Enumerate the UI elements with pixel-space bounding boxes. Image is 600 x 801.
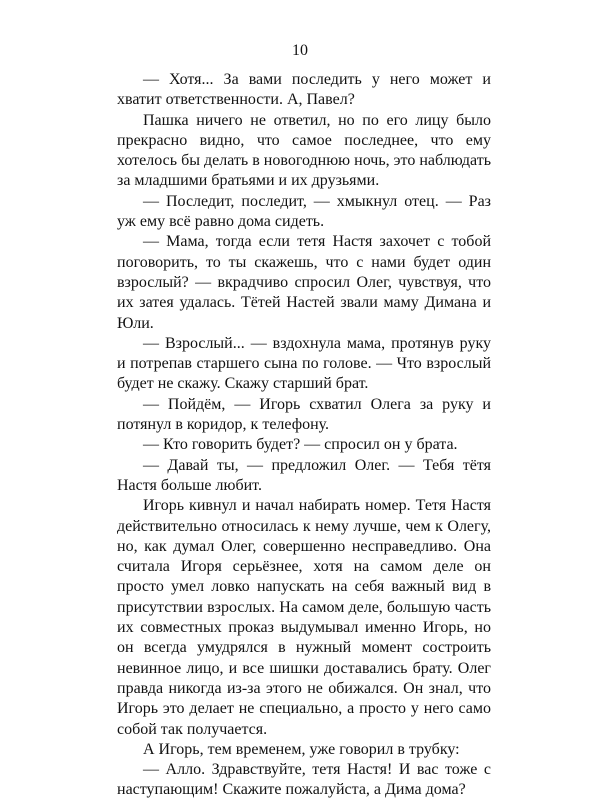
page-number: 10 — [292, 42, 308, 59]
paragraph: А Игорь, тем временем, уже говорил в трубку: — [143, 740, 460, 758]
paragraph: — Взрослый... — вздохнула мама, протянув руку и потрепав старшего сына по голове. — Что взрослый будет не скажу. Скажу старший брат. — [117, 334, 491, 393]
paragraph: — Давай ты, — предложил Олег. — Тебя тётя Настя больше любит. — [117, 456, 491, 494]
paragraph: — Пойдём, — Игорь схватил Олега за руку и потянул в коридор, к телефону. — [117, 395, 491, 434]
paragraph: Пашка ничего не ответил, но по его лицу было прекрасно видно, что самое последнее, что ему хотелось бы делать в новогоднюю ночь, это наблюдать за младшими братьями и их друзьями. — [117, 111, 491, 190]
paragraph: — Кто говорить будет? — спросил он у брата. — [143, 436, 458, 454]
page-body-text — [117, 70, 491, 801]
paragraph: Игорь кивнул и начал набирать номер. Тетя Настя действительно относилась к нему лучше, чем к Олегу, но, как думал Олег, совершенно несправедливо. Она считала Игоря серьёзнее, хотя на самом деле он просто умел ловко напускать на себя важный вид в присутствии взрослых. На самом деле, большую часть их совместных проказ выдумывал именно Игорь, но он всегда умудрялся в нужный момент состроить невинное лицо, и все шишки доставались брату. Олег правда никогда из-за этого не обижался. Он знал, что Игорь это делает не специально, а просто у него само собой так получается. — [117, 497, 491, 738]
paragraph: — Хотя... За вами последить у него может и хватит ответственности. А, Павел? — [117, 71, 491, 109]
paragraph: — Мама, тогда если тетя Настя захочет с тобой поговорить, то ты скажешь, что с нами будет один взрослый? — вкрадчиво спросил Олег, чувствуя, что их затея удалась. Тётей Настей звали маму Димана и Юли. — [117, 233, 491, 332]
paragraph: — Алло. Здравствуйте, тетя Настя! И вас тоже с наступающим! Скажите пожалуйста, а Дима дома? — [117, 761, 491, 799]
paragraph: — Последит, последит, — хмыкнул отец. — Раз уж ему всё равно дома сидеть. — [117, 192, 491, 231]
